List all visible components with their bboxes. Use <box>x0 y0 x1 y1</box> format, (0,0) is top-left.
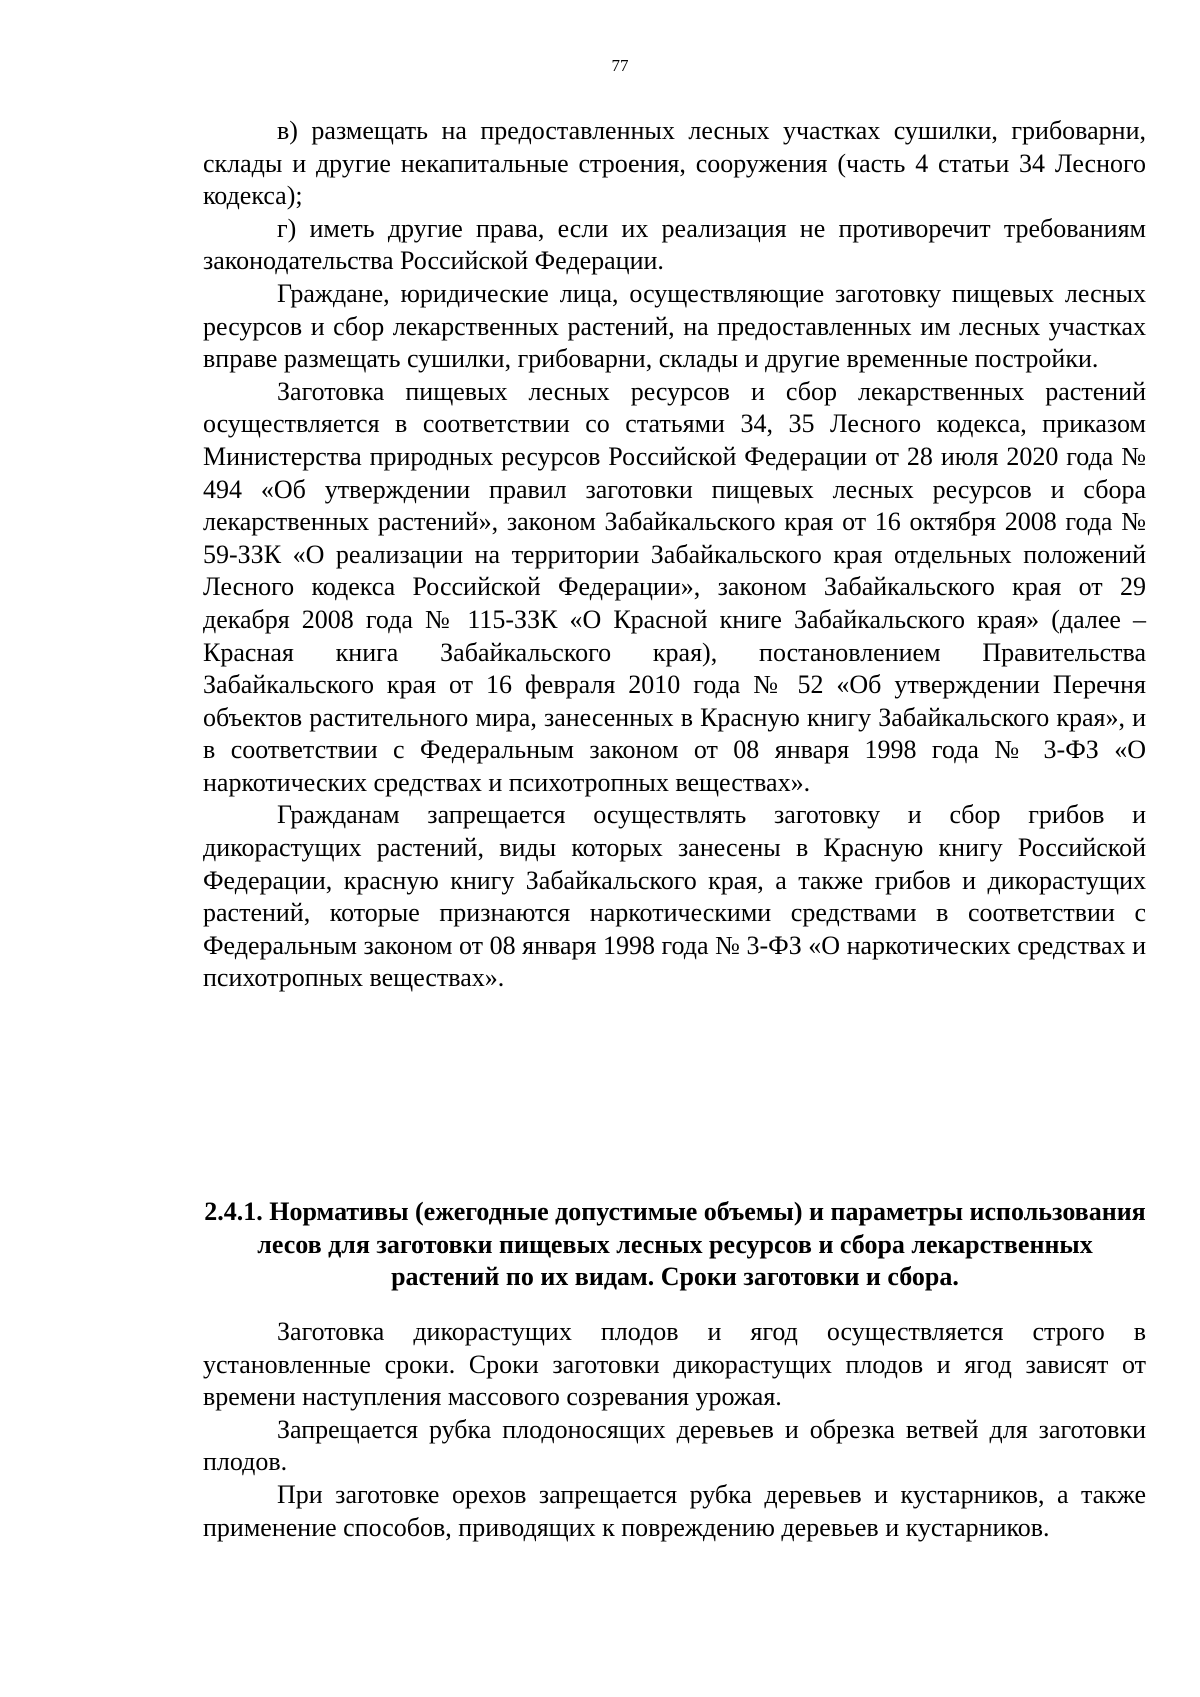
paragraph-temporary-buildings: Граждане, юридические лица, осуществляющие заготовку пищевых лесных ресурсов и сбор лекарственных растений, на предоставленных им лесных участках вправе размещать сушилки, грибоварни, склады и другие временные постройки. <box>203 278 1146 374</box>
paragraph-harvest-terms: Заготовка дикорастущих плодов и ягод осуществляется строго в установленные сроки. Сроки заготовки дикорастущих плодов и ягод зависят от времени наступления массового созревания урожая. <box>203 1317 1146 1412</box>
paragraph-felling-prohibition: Запрещается рубка плодоносящих деревьев и обрезка ветвей для заготовки плодов. <box>203 1414 1146 1477</box>
section-heading: 2.4.1. Нормативы (ежегодные допустимые объемы) и параметры использования лесов для заготовки пищевых лесных ресурсов и сбора лекарственных растений по их видам. Сроки заготовки и сбора. <box>204 1197 1146 1291</box>
body-text-top <box>203 115 1146 995</box>
paragraph-legal-basis: Заготовка пищевых лесных ресурсов и сбор лекарственных растений осуществляется в соответствии со статьями 34, 35 Лесного кодекса, приказом Министерства природных ресурсов Российской Федерации от 28 июля 2020 года № 494 «Об утверждении правил заготовки пищевых лесных ресурсов и сбора лекарственных растений», законом Забайкальского края от 16 октября 2008 года № 59-ЗЗК «О реализации на территории Забайкальского края отдельных положений Лесного кодекса Российской Федерации», законом Забайкальского края от 29 декабря 2008 года № 115-ЗЗК «О Красной книге Забайкальского края» (далее – Красная книга Забайкальского края), постановлением Правительства Забайкальского края от 16 февраля 2010 года № 52 «Об утверждении Перечня объектов растительного мира, занесенных в Красную книгу Забайкальского края», и в соответствии с Федеральным законом от 08 января 1998 года № 3-ФЗ «О наркотических средствах и психотропных веществах». <box>203 376 1146 797</box>
paragraph-nut-harvest: При заготовке орехов запрещается рубка деревьев и кустарников, а также применение способов, приводящих к повреждению деревьев и кустарников. <box>203 1479 1146 1542</box>
paragraph-item-g: г) иметь другие права, если их реализация не противоречит требованиям законодательства Российской Федерации. <box>203 213 1146 276</box>
body-text-bottom <box>203 1316 1146 1544</box>
paragraph-item-v: в) размещать на предоставленных лесных участках сушилки, грибоварни, склады и другие некапитальные строения, сооружения (часть 4 статьи 34 Лесного кодекса); <box>203 116 1146 211</box>
paragraph-prohibition: Гражданам запрещается осуществлять заготовку и сбор грибов и дикорастущих растений, виды которых занесены в Красную книгу Российской Федерации, красную книгу Забайкальского края, а также грибов и дикорастущих растений, которые признаются наркотическими средствами в соответствии с Федеральным законом от 08 января 1998 года № 3-ФЗ «О наркотических средствах и психотропных веществах». <box>203 800 1146 993</box>
page-number: 77 <box>611 56 629 75</box>
